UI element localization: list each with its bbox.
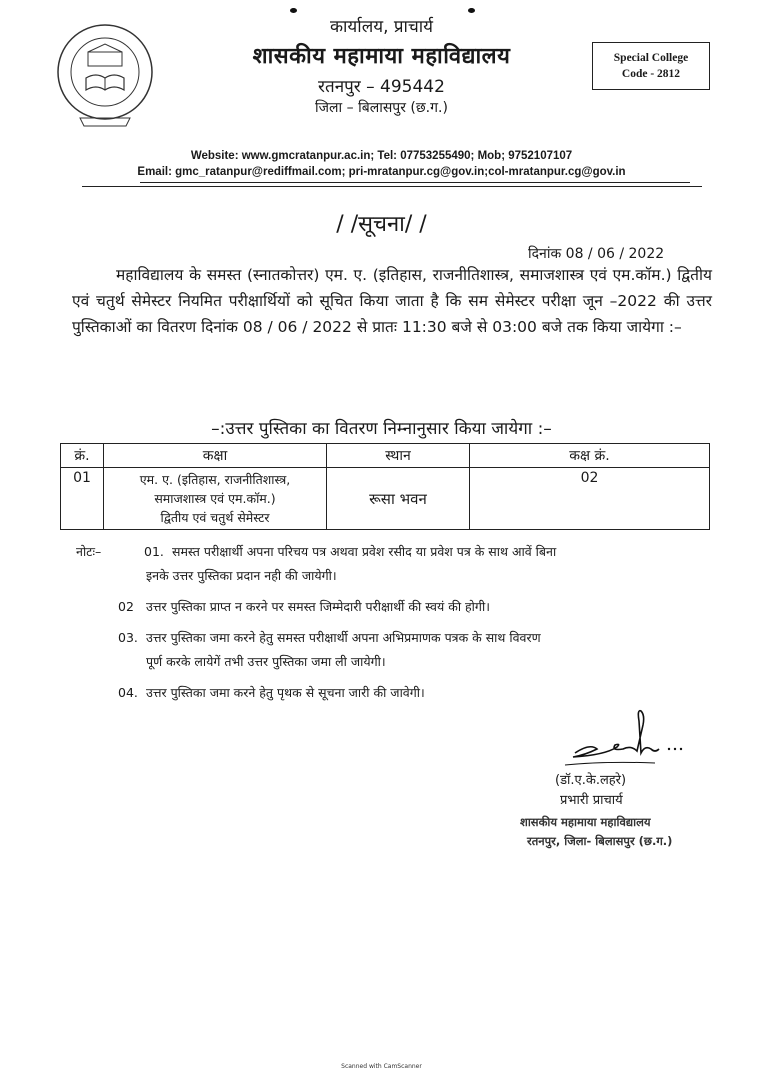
note-number: 04. — [118, 685, 138, 700]
office-stamp-line1: शासकीय महामाया महाविद्यालय — [520, 815, 651, 829]
note-text-continued: इनके उत्तर पुस्तिका प्रदान नही की जायेगी। — [146, 568, 337, 583]
note-item — [76, 540, 706, 588]
note-number: 01. — [144, 544, 164, 559]
college-name: शासकीय महामाया महाविद्यालय — [252, 44, 511, 69]
note-text: उत्तर पुस्तिका जमा करने हेतु समस्त परीक्षार्थी अपना अभिप्रमाणक पत्रक के साथ विवरण — [146, 630, 541, 645]
note-item — [76, 595, 706, 619]
college-city: रतनपुर – 495442 — [318, 77, 445, 97]
notice-body-text: महाविद्यालय के समस्त (स्नातकोत्तर) एम. ए. (इतिहास, राजनीतिशास्त्र, समाजशास्त्र एवं एम.कॉम.) द्वितीय एवं चतुर्थ सेमेस्टर नियमित परीक्षार्थियों को सूचित किया जाता है कि सम सेमेस्टर परीक्षा जून –2022 की उत्तर पुस्तिकाओं का वितरण दिनांक 08 / 06 / 2022 से प्रातः 11:30 बजे से 03:00 बजे तक किया जायेगा :– — [72, 266, 712, 336]
col-header-room: कक्ष क्रं. — [470, 444, 710, 468]
cell-place: रूसा भवन — [327, 468, 470, 530]
notes-label: नोटः– — [76, 544, 102, 559]
col-header-class: कक्षा — [104, 444, 327, 468]
distribution-heading: –:उत्तर पुस्तिका का वितरण निम्नानुसार किया जायेगा :– — [211, 419, 552, 439]
header-divider — [82, 186, 702, 187]
note-text: समस्त परीक्षार्थी अपना परिचय पत्र अथवा प्रवेश रसीद या प्रवेश पत्र के साथ आवें बिना — [172, 544, 557, 559]
note-number: 02 — [118, 599, 134, 614]
website-contact-line: Website: www.gmcratanpur.ac.in; Tel: 07753255490; Mob; 9752107107 — [190, 150, 573, 162]
handwritten-signature — [545, 705, 695, 775]
table-row — [61, 468, 710, 530]
notice-title: / /सूचना/ / — [336, 212, 427, 237]
course-line3: द्वितीय एवं चतुर्थ सेमेस्टर — [160, 510, 270, 525]
punch-hole — [290, 8, 297, 13]
note-text-continued: पूर्ण करके लायेगें तभी उत्तर पुस्तिका जमा ली जायेगी। — [146, 654, 386, 669]
course-line1: एम. ए. (इतिहास, राजनीतिशास्त्र, — [139, 472, 291, 487]
col-header-place: स्थान — [327, 444, 470, 468]
special-college-code-box — [592, 42, 710, 90]
note-number: 03. — [118, 630, 138, 645]
office-title: कार्यालय, प्राचार्य — [329, 17, 434, 37]
punch-hole — [468, 8, 475, 13]
special-code-line1: Special College — [613, 52, 689, 64]
notes-section — [76, 540, 706, 712]
cell-room: 02 — [470, 468, 710, 530]
scanner-watermark: Scanned with CamScanner — [341, 1063, 422, 1070]
note-item — [76, 626, 706, 674]
signatory-role: प्रभारी प्राचार्य — [560, 793, 623, 808]
table-header-row — [61, 444, 710, 468]
cell-sno: 01 — [61, 468, 104, 530]
office-stamp-line2: रतनपुर, जिला- बिलासपुर (छ.ग.) — [527, 834, 673, 848]
distribution-table — [60, 443, 710, 530]
note-text: उत्तर पुस्तिका जमा करने हेतु पृथक से सूचना जारी की जावेगी। — [146, 685, 425, 700]
notice-body — [72, 262, 712, 340]
course-line2: समाजशास्त्र एवं एम.कॉम.) — [154, 491, 276, 506]
college-district: जिला – बिलासपुर (छ.ग.) — [315, 100, 448, 116]
email-contact-line: Email: gmc_ratanpur@rediffmail.com; pri-mratanpur.cg@gov.in;col-mratanpur.cg@gov.in — [137, 166, 626, 178]
note-item — [76, 681, 706, 705]
col-header-sno: क्रं. — [61, 444, 104, 468]
notice-date: दिनांक 08 / 06 / 2022 — [528, 246, 665, 262]
cell-class — [104, 468, 327, 530]
signatory-name: (डॉ.ए.के.लहरे) — [555, 773, 627, 788]
note-text: उत्तर पुस्तिका प्राप्त न करने पर समस्त जिम्मेदारी परीक्षार्थी की स्वयं की होगी। — [146, 599, 490, 614]
header-divider — [140, 182, 690, 183]
special-code-line2: Code - 2812 — [621, 68, 681, 80]
